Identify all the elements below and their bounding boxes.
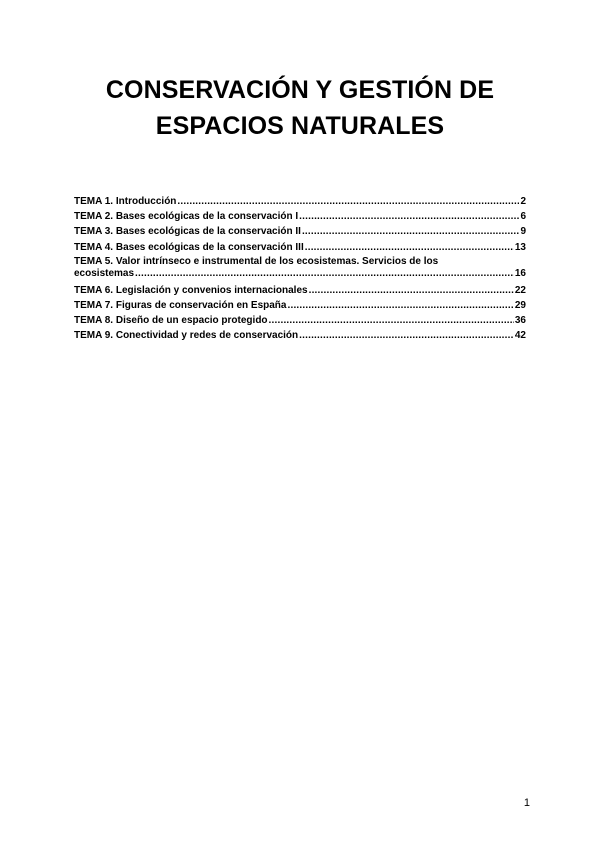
toc-entry-tema-8[interactable] bbox=[74, 313, 526, 328]
title-line-1: CONSERVACIÓN Y GESTIÓN DE bbox=[105, 76, 495, 104]
toc-entry-page: 22 bbox=[514, 284, 526, 296]
toc-entry-label: TEMA 2. Bases ecológicas de la conservación I bbox=[74, 211, 299, 223]
toc-dot-leader bbox=[135, 268, 514, 280]
toc-entry-page: 29 bbox=[514, 299, 526, 311]
toc-dot-leader bbox=[177, 194, 519, 209]
toc-dot-leader bbox=[299, 328, 514, 343]
title-line-2: ESPACIOS NATURALES bbox=[155, 112, 445, 140]
toc-entry-label-line-1: TEMA 5. Valor intrínseco e instrumental de los ecosistemas. Servicios de los bbox=[74, 255, 439, 267]
toc-entry-label: TEMA 9. Conectividad y redes de conservación bbox=[74, 330, 299, 342]
toc-entry-label: TEMA 8. Diseño de un espacio protegido bbox=[74, 315, 268, 327]
page-number: 1 bbox=[523, 797, 530, 809]
toc-entry-tema-9[interactable] bbox=[74, 328, 526, 343]
toc-entry-tema-5[interactable] bbox=[74, 255, 526, 283]
toc-entry-page: 36 bbox=[514, 315, 526, 327]
toc-dot-leader bbox=[305, 240, 514, 255]
toc-entry-page: 2 bbox=[520, 196, 526, 207]
toc-entry-label: TEMA 7. Figuras de conservación en España bbox=[74, 299, 287, 311]
toc-entry-label: TEMA 3. Bases ecológicas de la conservación II bbox=[74, 226, 301, 238]
toc-entry-tema-4[interactable] bbox=[74, 240, 526, 255]
toc-entry-tema-6[interactable] bbox=[74, 283, 526, 298]
toc-entry-page: 6 bbox=[520, 211, 526, 223]
toc-entry-page: 16 bbox=[514, 267, 526, 279]
toc-dot-leader bbox=[287, 298, 513, 313]
toc-dot-leader bbox=[269, 313, 514, 328]
toc-dot-leader bbox=[309, 283, 514, 298]
toc-entry-label: TEMA 4. Bases ecológicas de la conservación III bbox=[74, 241, 304, 253]
toc-entry-tema-7[interactable] bbox=[74, 298, 526, 313]
toc-entry-page: 42 bbox=[514, 330, 526, 342]
toc-entry-label: TEMA 6. Legislación y convenios internacionales bbox=[74, 284, 308, 296]
toc-entry-label: TEMA 1. Introducción bbox=[74, 196, 177, 207]
toc-dot-leader bbox=[299, 209, 519, 224]
toc-entry-tema-2[interactable] bbox=[74, 209, 526, 224]
toc-entry-tema-1[interactable] bbox=[74, 194, 526, 209]
document-title bbox=[60, 72, 540, 144]
toc-entry-page: 13 bbox=[514, 241, 526, 253]
toc-entry-page: 9 bbox=[520, 226, 526, 238]
toc-dot-leader bbox=[302, 224, 519, 239]
toc-entry-tema-3[interactable] bbox=[74, 224, 526, 239]
table-of-contents bbox=[74, 194, 526, 344]
toc-entry-label: ecosistemas bbox=[74, 267, 135, 279]
